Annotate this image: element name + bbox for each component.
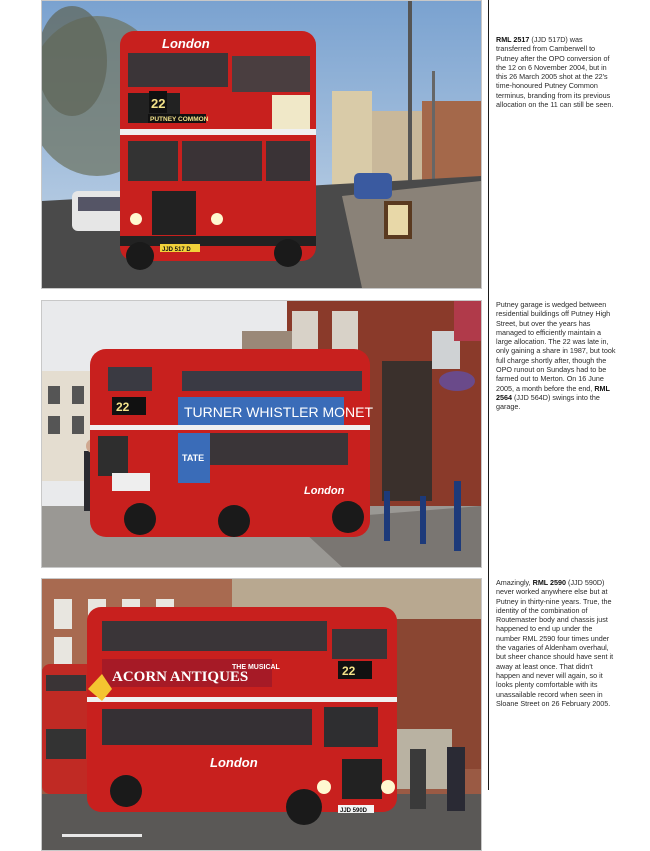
column-divider <box>488 0 489 790</box>
photo-2-illustration <box>42 301 481 567</box>
photo-rml-2517 <box>41 0 482 289</box>
route-number: 22 <box>151 96 166 111</box>
bus-behind <box>42 664 94 794</box>
advert-text: TURNER WHISTLER MONET <box>184 404 373 420</box>
hanging-basket <box>439 371 475 391</box>
caption-2 <box>496 300 618 412</box>
photo-1-illustration <box>42 1 481 288</box>
caption-3-text-a: Amazingly, <box>496 578 533 587</box>
caption-3-text-b: (JJD 590D) never worked anywhere else but at Putney in thirty-nine years. True, the identity of the combination of Routemaster body and chassis just happened to end up under the number RML 2590 four times under the vagaries of Aldenham overhaul, but sheer chance should have sent it away at least once. That didn't happen and never will again, so it looks plenty comfortable with its unassailable record when seen in Sloane Street on 26 February 2005. <box>496 578 614 708</box>
photo-rml-2564 <box>41 300 482 568</box>
photo-rml-2590 <box>41 578 482 851</box>
advert-text: ACORN ANTIQUES <box>112 669 249 685</box>
fleet-logo: London <box>162 36 210 51</box>
caption-1 <box>496 35 618 109</box>
caption-2-reg: RML 2564 <box>496 383 610 402</box>
bus-rml-2590 <box>87 607 397 825</box>
blue-car <box>354 173 392 199</box>
number-plate: JJD 590D <box>340 808 368 814</box>
route-number: 22 <box>116 400 130 414</box>
fleet-logo: London <box>210 755 258 770</box>
number-plate: JJD 517 D <box>162 247 191 253</box>
advert-sub: TATE <box>182 453 205 463</box>
caption-1-text: (JJD 517D) was transferred from Camberwell to Putney after the OPO conversion of the 12 on 6 November 2004, but in this 26 March 2005 shot at the 22's time-honoured Putney Common terminus, branding from its previous allocation on the 11 can still be seen. <box>496 35 614 110</box>
bollard <box>384 491 390 541</box>
advert-sub: THE MUSICAL <box>232 664 280 671</box>
caption-2-text-b: (JJD 564D) swings into the garage. <box>496 392 600 412</box>
caption-3 <box>496 578 618 708</box>
caption-1-reg: RML 2517 <box>496 35 530 44</box>
fleet-logo: London <box>304 485 345 497</box>
bus-rml-2564 <box>90 349 370 537</box>
caption-2-text-a: Putney garage is wedged between residential buildings off Putney High Street, but over the years has managed to efficiently maintain a large allocation. The 22 was late in, only gaining a share in 1987, but took full charge shortly after, though the OPO runout on Sundays had to be farmed out to Merton. On 16 June 2005, a month before the end, <box>496 300 616 393</box>
caption-3-reg: RML 2590 <box>532 578 567 587</box>
route-number: 22 <box>342 664 356 678</box>
pedestrian <box>410 749 426 809</box>
destination-blind: PUTNEY COMMON <box>150 116 209 123</box>
bus-rml-2517 <box>120 31 316 270</box>
photo-3-illustration <box>42 579 481 850</box>
